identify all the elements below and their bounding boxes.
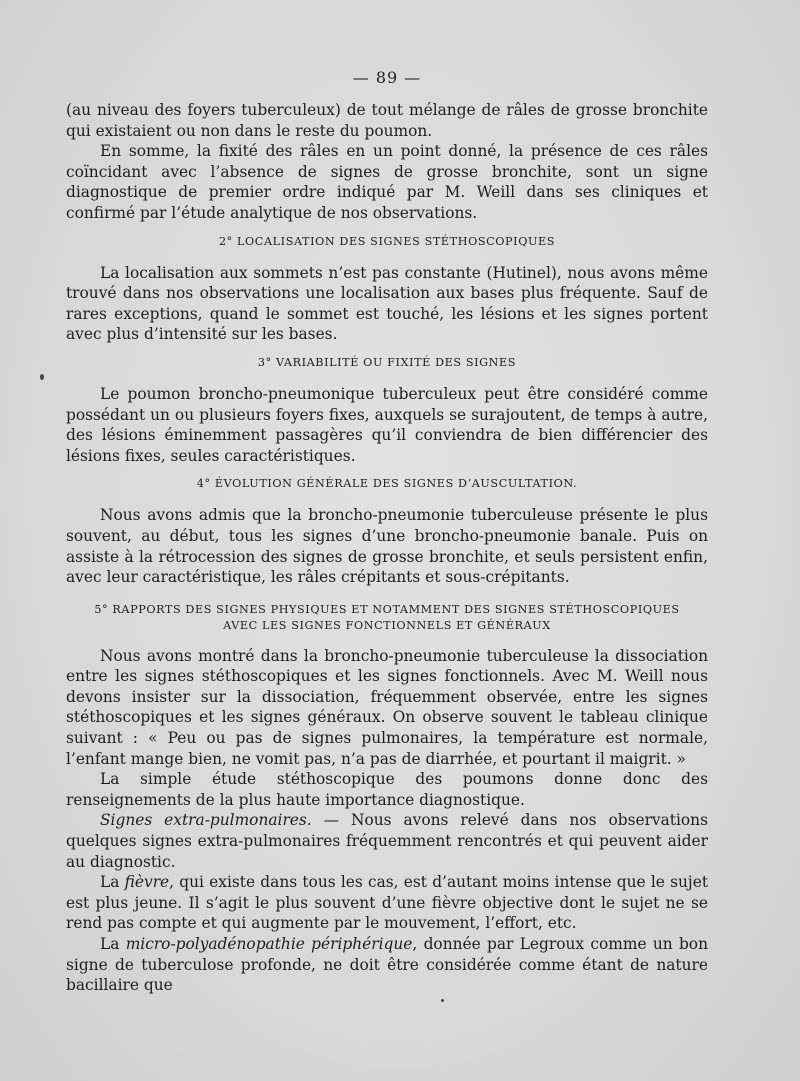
ink-speck: [441, 999, 444, 1002]
page-content: [66, 68, 708, 996]
paragraph-continuation: (au niveau des foyers tuberculeux) de tout mélange de râles de grosse bronchite qui existaient ou non dans le reste du poumon.: [66, 101, 708, 140]
paragraph-localisation: La localisation aux sommets n’est pas constante (Hutinel), nous avons même trouvé dans nos observations une localisation aux bases plus fréquente. Sauf de rares exceptions, quand le sommet est touché, les lésions et les signes portent avec plus d’intensité sur les bases.: [66, 263, 708, 344]
paragraph-text: — Nous avons relevé dans nos observations quelques signes extra-pulmonaires fréquemment rencontrés et qui peuvent aider au diagnostic.: [66, 811, 708, 871]
page-number: — 89 —: [352, 68, 422, 87]
section-heading-localisation: 2° LOCALISATION DES SIGNES STÉTHOSCOPIQUES: [218, 234, 556, 248]
paragraph-micro-polyadenopathie: [66, 934, 708, 996]
paragraph-en-somme: En somme, la fixité des râles en un point donné, la présence de ces râles coïncidant avec l’absence de signes de grosse bronchite, sont un signe diagnostique de premier ordre indiqué par M. Weill dans ses cliniques et confirmé par l’étude analytique de nos observations.: [66, 142, 708, 222]
term-fievre: fièvre: [124, 873, 170, 892]
paragraph-signes-extra-pulmonaires: [66, 810, 708, 872]
section-heading-evolution: 4° ÉVOLUTION GÉNÉRALE DES SIGNES D’AUSCULTATION.: [196, 477, 578, 491]
paragraph-text: La: [100, 935, 126, 953]
paragraph-evolution: Nous avons admis que la broncho-pneumonie tuberculeuse présente le plus souvent, au début, tous les signes d’une broncho-pneumonie banale. Puis on assiste à la rétrocession des signes de grosse bronchite, et seuls persistent enfin, avec leur caractéristique, les râles crépitants et sous-crépitants.: [66, 506, 708, 587]
paragraph-text: La: [100, 873, 125, 892]
section-heading-variabilite: 3° VARIABILITÉ OU FIXITÉ DES SIGNES: [257, 355, 517, 369]
term-micro-polyadenopathie: micro-polyadénopathie périphérique: [125, 935, 413, 953]
paragraph-variabilite: Le poumon broncho-pneumonique tuberculeux peut être considéré comme possédant un ou plusieurs foyers fixes, auxquels se surajoutent, de temps à autre, des lésions éminemment passagères qu’il conviendra de bien différencier des lésions fixes, seules caractéristiques.: [66, 384, 708, 465]
paragraph-rapports: Nous avons montré dans la broncho-pneumonie tuberculeuse la dissociation entre les signes stéthoscopiques et les signes fonctionnels. Avec M. Weill nous devons insister sur la dissociation, fréquemment observée, entre les signes stéthoscopiques et les signes généraux. On observe souvent le tableau clinique suivant : « Peu ou pas de signes pulmonaires, la température est normale, l’enfant mange bien, ne vomit pas, n’a pas de diarrhée, et pourtant il maigrit. »: [66, 646, 708, 768]
paragraph-fievre: [66, 872, 708, 934]
paragraph-text: , qui existe dans tous les cas, est d’autant moins intense que le sujet est plus jeune. Il s’agit le plus souvent d’une fièvre objective dont le sujet ne se rend pas compte et qui augmente par le mouvement, l’effort, etc.: [66, 873, 709, 933]
section-heading-rapports-line1: 5° RAPPORTS DES SIGNES PHYSIQUES ET NOTAMMENT DES SIGNES STÉTHOSCOPIQUES: [94, 602, 680, 616]
paragraph-text: , donnée par Legroux comme un bon signe de tuberculose profonde, ne doit être considérée comme étant de nature bacillaire que: [66, 935, 708, 995]
subheading-signes-extra-pulmonaires: Signes extra-pulmonaires.: [100, 811, 312, 830]
section-heading-rapports-line2: AVEC LES SIGNES FONCTIONNELS ET GÉNÉRAUX: [223, 618, 551, 632]
section-heading-rapports: [66, 602, 708, 634]
paragraph-etude-stethoscopique: La simple étude stéthoscopique des poumons donne donc des renseignements de la plus haute importance diagnostique.: [66, 770, 708, 809]
ink-speck: [40, 374, 44, 380]
